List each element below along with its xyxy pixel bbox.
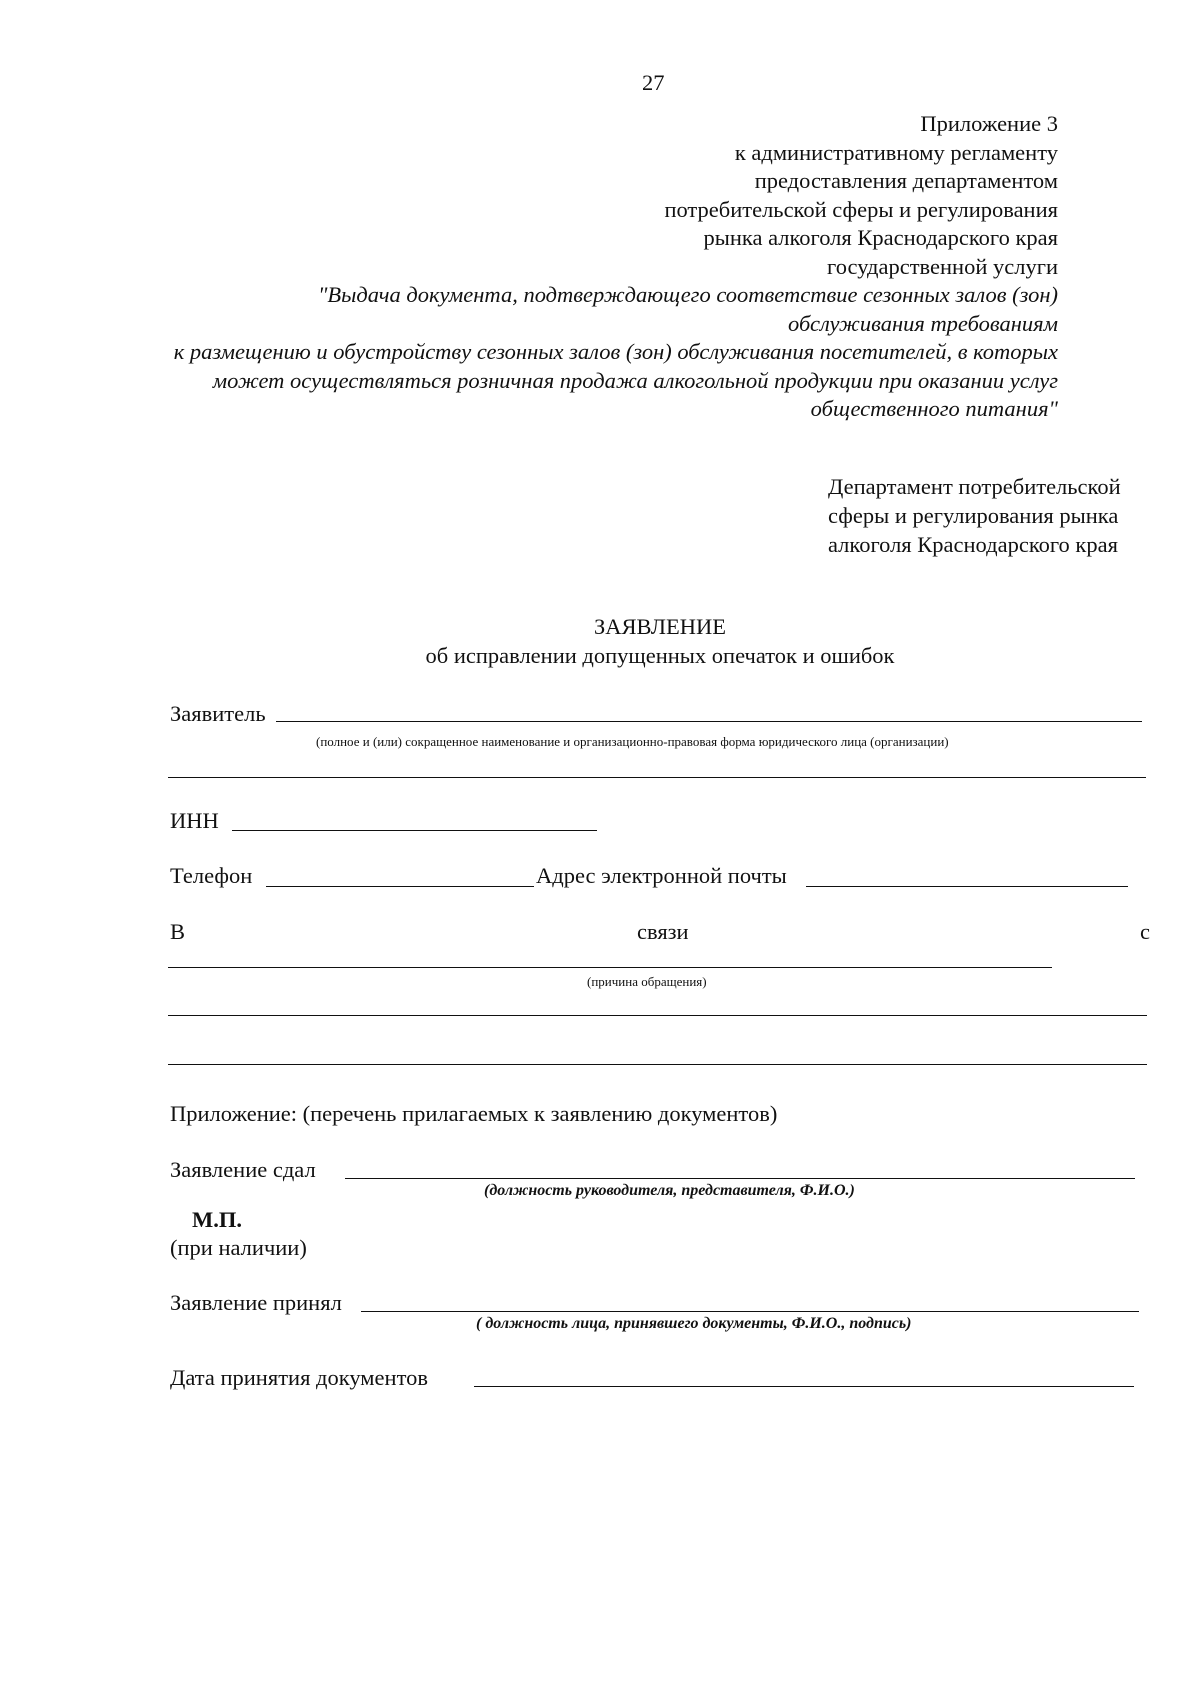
service-line: общественного питания" [810,396,1058,421]
submitted-label: Заявление сдал [170,1157,316,1182]
service-line: к размещению и обустройству сезонных залов (зон) обслуживания посетителей, в которых [173,339,1058,364]
reason-word-v: В [170,919,186,944]
inn-label: ИНН [170,808,219,833]
document-title: ЗАЯВЛЕНИЕ [594,614,726,639]
attachment-label: Приложение: (перечень прилагаемых к заявлению документов) [170,1101,778,1126]
stamp-note: (при наличии) [170,1235,307,1260]
appendix-line: Приложение 3 [920,111,1058,136]
document-subtitle: об исправлении допущенных опечаток и ошибок [425,643,895,668]
appendix-line: рынка алкоголя Краснодарского края [703,225,1058,250]
email-field[interactable] [806,886,1128,887]
accepted-field[interactable] [361,1311,1139,1312]
reason-word-s: с [1140,919,1150,944]
addressee-line: Департамент потребительской [828,474,1121,499]
reason-field[interactable] [168,967,1052,968]
submitted-field[interactable] [345,1178,1135,1179]
appendix-line: потребительской сферы и регулирования [664,196,1058,222]
accepted-label: Заявление принял [170,1290,342,1315]
applicant-field[interactable] [276,721,1142,722]
accepted-hint: ( должность лица, принявшего документы, Ф.И.О., подпись) [476,1315,912,1332]
page-number: 27 [642,70,665,95]
applicant-label: Заявитель [170,701,266,726]
service-name [174,281,1058,424]
stamp-label: М.П. [192,1207,242,1232]
date-label: Дата принятия документов [170,1365,428,1390]
phone-field[interactable] [266,886,534,887]
reason-field-line2[interactable] [168,1015,1147,1016]
reason-word-svyazi: связи [637,919,689,944]
applicant-hint: (полное и (или) сокращенное наименование и организационно-правовая форма юридического лица (организации) [316,734,949,749]
appendix-line: предоставления департаментом [754,168,1058,193]
appendix-line: государственной услуги [827,253,1058,279]
service-line: может осуществляться розничная продажа алкогольной продукции при оказании услуг [212,367,1058,393]
applicant-field-line2[interactable] [168,777,1146,778]
service-line: обслуживания требованиям [788,310,1058,336]
addressee-line: алкоголя Краснодарского края [828,532,1118,557]
reason-field-line3[interactable] [168,1064,1147,1065]
addressee [828,472,1121,559]
email-label: Адрес электронной почты [536,863,787,888]
inn-field[interactable] [232,830,597,831]
addressee-line: сферы и регулирования рынка [828,503,1119,528]
appendix-header [664,110,1058,281]
phone-label: Телефон [170,863,253,888]
submitted-hint: (должность руководителя, представителя, Ф.И.О.) [484,1182,855,1199]
appendix-line: к административному регламенту [734,139,1058,165]
reason-hint: (причина обращения) [587,974,707,989]
date-field[interactable] [474,1386,1134,1387]
service-line: "Выдача документа, подтверждающего соответствие сезонных залов (зон) [317,282,1058,307]
